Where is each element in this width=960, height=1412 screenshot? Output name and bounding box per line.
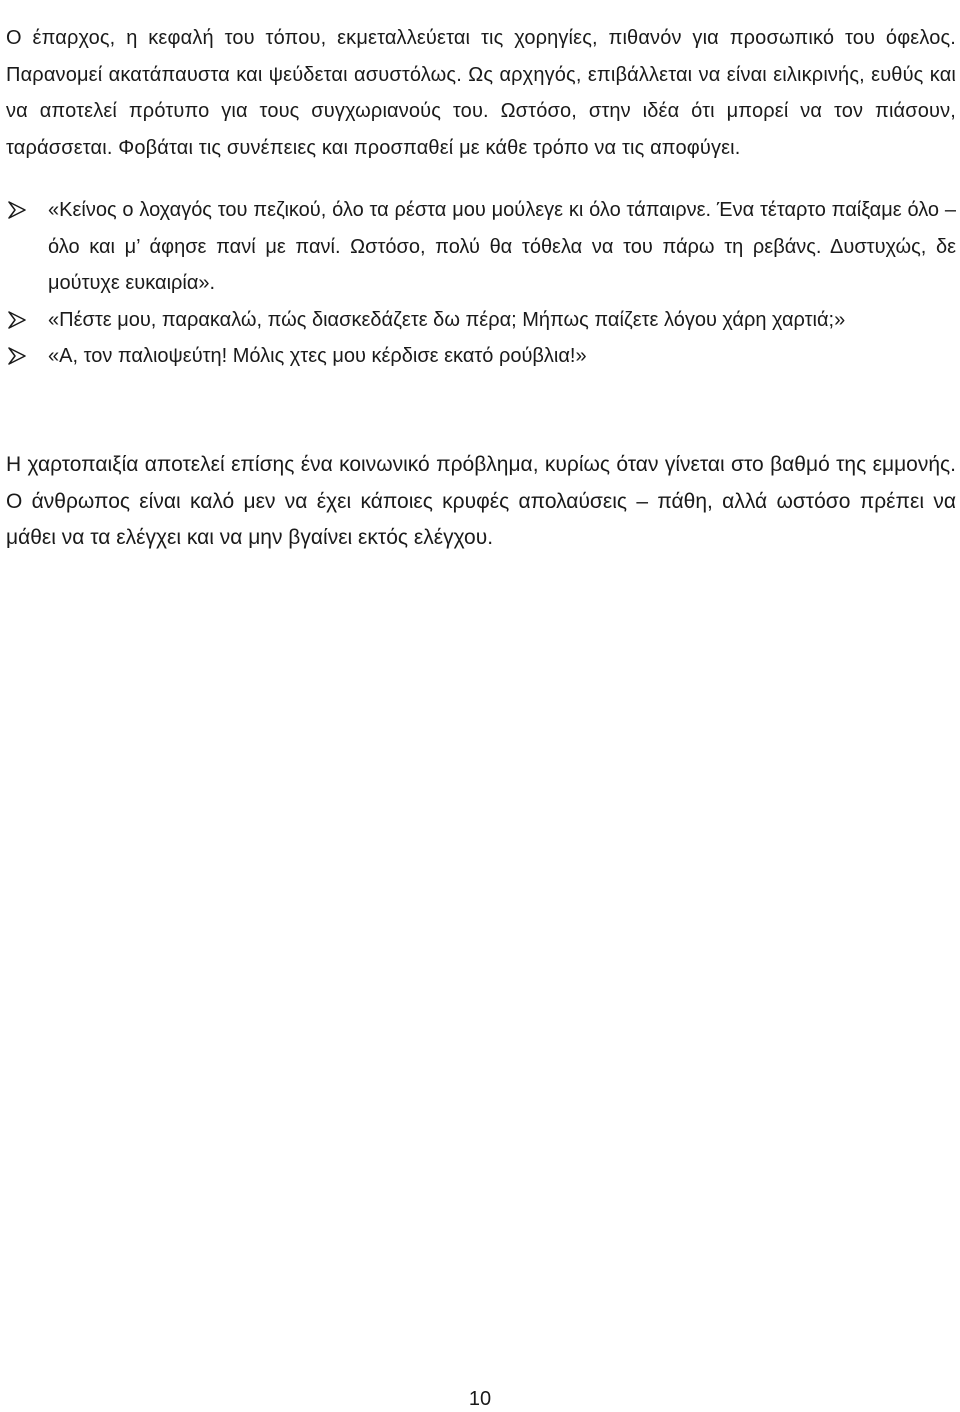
page-number: 10 xyxy=(468,1388,492,1410)
intro-paragraph: Ο έπαρχος, η κεφαλή του τόπου, εκμεταλλεύεται τις χορηγίες, πιθανόν για προσωπικό του όφελος. Παρανομεί ακατάπαυστα και ψεύδεται ασυστόλως. Ως αρχηγός, επιβάλλεται να είναι ειλικρινής, ευθύς και να αποτελεί πρότυπο για τους συγχωριανούς του. Ωστόσο, στην ιδέα ότι μπορεί να τον πιάσουν, ταράσσεται. Φοβάται τις συνέπειες και προσπαθεί με κάθε τρόπο να τις αποφύγει. xyxy=(6,27,956,159)
quote-list xyxy=(6,192,956,375)
closing-paragraph: Η χαρτοπαιξία αποτελεί επίσης ένα κοινωνικό πρόβλημα, κυρίως όταν γίνεται στο βαθμό της εμμονής. Ο άνθρωπος είναι καλό μεν να έχει κάποιες κρυφές απολαύσεις – πάθη, αλλά ωστόσο πρέπει να μάθει να τα ελέγχει και να μην βγαίνει εκτός ελέγχου. xyxy=(6,453,956,549)
arrowhead-bullet-icon xyxy=(8,201,26,219)
list-item xyxy=(6,338,956,375)
arrowhead-bullet-icon xyxy=(8,347,26,365)
list-item xyxy=(6,192,956,302)
arrowhead-bullet-icon xyxy=(8,311,26,329)
quote-text: «Α, τον παλιοψεύτη! Μόλις χτες μου κέρδισε εκατό ρούβλια!» xyxy=(48,345,587,367)
quote-text: «Πέστε μου, παρακαλώ, πώς διασκεδάζετε δω πέρα; Μήπως παίζετε λόγου χάρη χαρτιά;» xyxy=(48,308,846,331)
list-item xyxy=(6,302,956,339)
quote-text: «Κείνος ο λοχαγός του πεζικού, όλο τα ρέστα μου μούλεγε κι όλο τάπαιρνε. Ένα τέταρτο παίξαμε όλο – όλο και μ’ άφησε πανί με πανί. Ωστόσο, πολύ θα τόθελα να του πάρω τη ρεβάνς. Δυστυχώς, δε μούτυχε ευκαιρία». xyxy=(48,199,956,294)
